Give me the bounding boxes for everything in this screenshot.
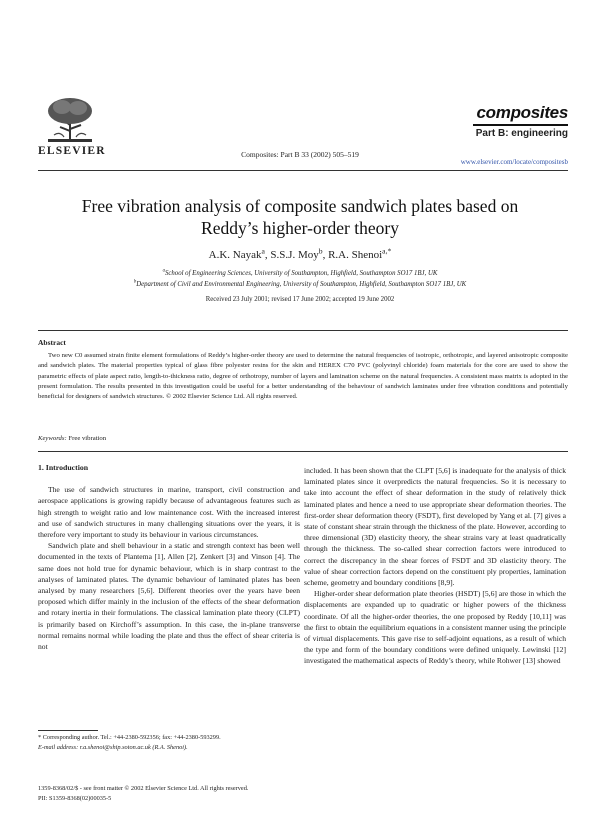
- affil-text: School of Engineering Sciences, University of Southampton, Highfield, Southampton SO17 1BJ, UK: [164, 270, 438, 277]
- body-paragraph: Sandwich plate and shell behaviour in a static and strength context has been well documented in the texts of Plantema [1], Allen [2], Zenkert [3] and Vinson [4]. The same does not hold true for dynamic behaviour, which is in sharp contrast to the analyses of laminated plates. The dynamic behaviour of laminated plates has been analysed by many researchers [5,6]. Different theories over the years have been proposed which differ mainly in the inclusion of the effects of the shear deformation and rotary inertia in their formulations. The classical lamination plate theory (CLPT) is primarily based on Kirchoff’s assumption. In this case, the in-plane transverse normal remains normal while loading the plate and thus the effect of shear criteria is not: [38, 541, 300, 652]
- body-paragraph: Higher-order shear deformation plate theories (HSDT) [5,6] are those in which the displacements are expanded up to quadratic or higher powers of the thickness coordinate. Of all the higher-order theories, the one proposed by Reddy [10,11] was the first to obtain the equilibrium equations in a consistent manner using the principle of virtual displacements. This gave rise to self-adjoint equations, as a result of which the type and form of the boundary conditions were defined uniquely. Lewinski [12] investigated the mathematical aspects of Reddy’s theory, while Rohwer [13] showed: [304, 589, 566, 666]
- affil-mark: a: [162, 268, 165, 274]
- footnote: [38, 733, 300, 752]
- abstract-divider: [38, 330, 568, 331]
- copyright-line: 1359-8368/02/$ - see front matter © 2002 Elsevier Science Ltd. All rights reserved.: [38, 785, 249, 792]
- journal-brand: [473, 103, 568, 139]
- body-paragraph: included. It has been shown that the CLPT [5,6] is inadequate for the analysis of thick laminated plates since it overpredicts the natural frequencies. So it is necessary to take into account the effect of shear deformation in the study of relatively thick laminated plates and hence a need to use appropriate shear deformation theories. The first-order shear deformation theory (FSDT), first developed by Yang et al. [7] gives a state of constant shear strain through the thickness of the plate. However, according to three dimensional (3D) elasticity theory, the shear strains vary at least quadratically through the thickness. The so-called shear correction factors were introduced to correct the discrepancy in the shear forces of FSDT and 3D elasticity theory. The value of shear correction factors depend on the constituent ply properties, lamination scheme, geometry and boundary conditions [8,9].: [304, 466, 566, 588]
- keywords-divider: [38, 451, 568, 452]
- journal-url-link[interactable]: www.elsevier.com/locate/compositesb: [460, 158, 568, 166]
- publisher-name: ELSEVIER: [38, 145, 106, 157]
- right-column: [304, 465, 566, 667]
- affil-text: Department of Civil and Environmental Engineering, University of Southampton, Highfield, Southampton SO17 1BJ, UK: [136, 281, 467, 288]
- header-divider: [38, 170, 568, 171]
- left-column: [38, 462, 300, 652]
- email-note: E-mail address: r.a.shenoi@ship.soton.ac.uk (R.A. Shenoi).: [38, 743, 188, 751]
- pii-line: PII: S1359-8368(02)00035-5: [38, 794, 112, 802]
- bottom-meta: [38, 784, 248, 803]
- keywords-value: Free vibration: [68, 435, 107, 442]
- author-list: A.K. Nayak$^a$, S.S.J. Moy$^b$, R.A. Shenoi$^{a,*}$: [208, 246, 392, 261]
- received-dates: Received 23 July 2001; revised 17 June 2002; accepted 19 June 2002: [205, 296, 395, 303]
- author-name: S.S.J. Moy: [270, 249, 319, 261]
- author-name: A.K. Nayak: [208, 249, 262, 261]
- affiliation: [0, 270, 600, 277]
- author-affil-mark: b: [318, 246, 323, 256]
- abstract-text: Two new C0 assumed strain finite element formulations of Reddy’s higher-order theory are used to determine the natural frequencies of isotropic, orthotropic, and layered anisotropic composite and sandwich plates. The material properties typical of glass fibre polyester resins for the skin and HEREX C70 PVC (polyvinyl chloride) foam materials for the core are used to show the parametric effects of plate aspect ratio, length-to-thickness ratio, degree of orthotropy, number of layers and lamination scheme on the natural frequencies. A consistent mass matrix is adopted in the present formulation. The results presented in this investigation could be useful for a better understanding of the behaviour of sandwich laminates under free vibration conditions and potentially beneficial for designers of sandwich structures. © 2002 Elsevier Science Ltd. All rights reserved.: [38, 352, 568, 401]
- abstract-heading: Abstract: [38, 338, 66, 347]
- brand-name: composites: [476, 103, 568, 122]
- elsevier-tree-logo-icon: [40, 95, 100, 143]
- author-affil-mark: a,*: [382, 246, 392, 256]
- brand-subtitle: Part B: engineering: [475, 127, 568, 139]
- article-title: Free vibration analysis of composite sandwich plates based on Reddy’s higher-order theory: [81, 196, 519, 238]
- body-paragraph: The use of sandwich structures in marine, transport, civil construction and aerospace applications is growing rapidly because of advantageous features such as high strength to weight ratio and low maintenance cost. With the increased interest and use of sandwich structures in many challenging situations over the years, it is therefore very important to study its behaviour in various circumstances.: [38, 485, 300, 540]
- affil-mark: b: [133, 279, 137, 285]
- author-name: R.A. Shenoi: [328, 249, 383, 261]
- keywords-label: Keywords:: [38, 435, 67, 442]
- corresponding-author-note: * Corresponding author. Tel.: +44-2380-592356; fax: +44-2380-593299.: [38, 734, 221, 741]
- keywords-line: [38, 435, 106, 442]
- section-heading: 1. Introduction: [38, 463, 89, 472]
- journal-citation: Composites: Part B 33 (2002) 505–519: [241, 150, 359, 159]
- footnote-divider: [38, 730, 98, 731]
- affiliation: [0, 281, 600, 288]
- author-affil-mark: a: [261, 246, 265, 256]
- brand-rule: [473, 124, 568, 126]
